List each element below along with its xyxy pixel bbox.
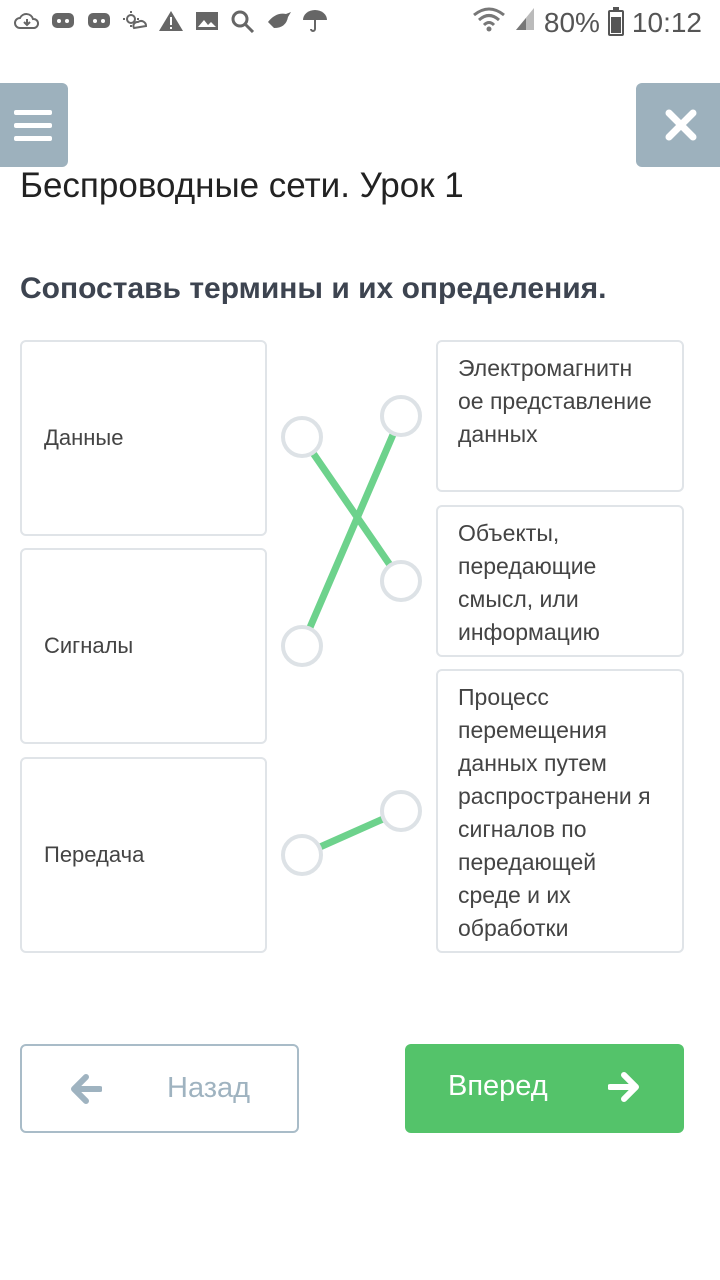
clock: 10:12	[631, 6, 702, 38]
definition-handle[interactable]	[382, 562, 420, 600]
term-label: Сигналы	[44, 633, 134, 658]
definition-handle[interactable]	[382, 792, 420, 830]
battery-percent: 80%	[543, 6, 600, 38]
definition-label: Процесс перемещения данных путем распространени я сигналов по передающей среде и их обработки	[458, 684, 651, 941]
term-handle[interactable]	[283, 418, 321, 456]
task-title: Сопоставь термины и их определения.	[20, 272, 607, 305]
term-label: Передача	[44, 842, 145, 867]
term-handle[interactable]	[283, 836, 321, 874]
arrow-right-icon	[608, 1072, 640, 1102]
term-handle[interactable]	[283, 627, 321, 665]
next-button-label: Вперед	[448, 1070, 548, 1102]
back-button[interactable]	[20, 1044, 299, 1133]
back-button-label: Назад	[167, 1072, 251, 1104]
term-label: Данные	[44, 425, 124, 450]
arrow-left-icon	[70, 1074, 102, 1104]
definition-handle[interactable]	[382, 397, 420, 435]
lesson-title: Беспроводные сети. Урок 1	[20, 166, 464, 205]
next-button[interactable]	[405, 1044, 684, 1133]
definition-label: Объекты, передающие смысл, или информацию	[458, 520, 600, 645]
definition-label: Электромагнитн ое представление данных	[458, 355, 652, 447]
